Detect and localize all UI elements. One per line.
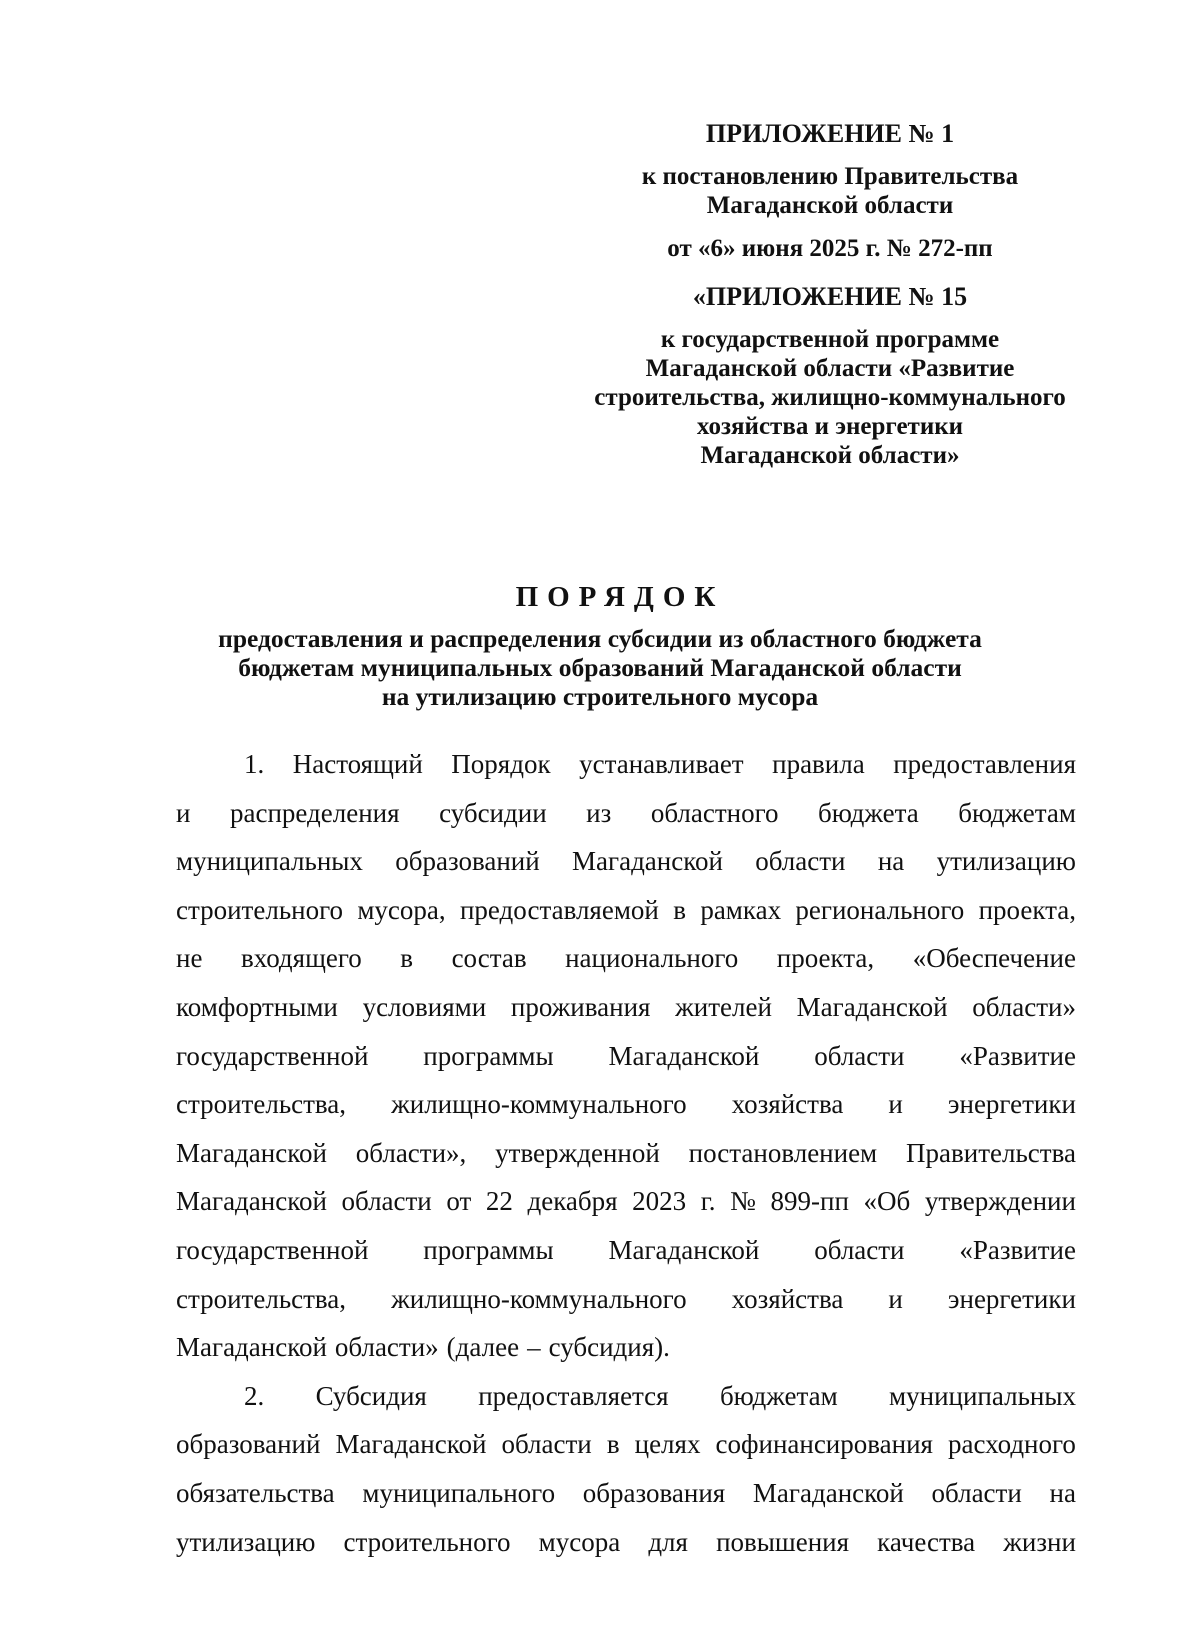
body-line: комфортными условиями проживания жителей Магаданской области» xyxy=(176,991,1076,1022)
body-line: строительства, жилищно-коммунального хозяйства и энергетики xyxy=(176,1283,1076,1314)
order-subtitle xyxy=(150,624,1050,711)
body-line: 1. Настоящий Порядок устанавливает правила предоставления xyxy=(244,749,1076,779)
appendix-15-block xyxy=(560,282,1100,470)
body-line: и распределения субсидии из областного бюджета бюджетам xyxy=(176,797,1076,828)
body-line: государственной программы Магаданской области «Развитие xyxy=(176,1234,1076,1265)
order-subtitle-line: на утилизацию строительного мусора xyxy=(381,682,819,711)
body-line: Магаданской области от 22 декабря 2023 г. № 899-пп «Об утверждении xyxy=(176,1186,1076,1217)
body-line: обязательства муниципального образования Магаданской области на xyxy=(176,1477,1076,1508)
order-subtitle-line: предоставления и распределения субсидии из областного бюджета xyxy=(218,624,982,653)
paragraph-2 xyxy=(176,1372,1076,1566)
appendix-15-line: строительства, жилищно-коммунального xyxy=(594,384,1066,411)
appendix-1-block xyxy=(560,119,1100,263)
appendix-1-title: ПРИЛОЖЕНИЕ № 1 xyxy=(705,119,955,148)
body-line: 2. Субсидия предоставляется бюджетам муниципальных xyxy=(244,1380,1076,1411)
body-line: строительного мусора, предоставляемой в рамках регионального проекта, xyxy=(176,894,1076,925)
appendix-15-line: к государственной программе xyxy=(660,326,1000,353)
body-line: Магаданской области», утвержденной постановлением Правительства xyxy=(176,1137,1076,1168)
body-line: утилизацию строительного мусора для повышения качества жизни xyxy=(176,1526,1076,1557)
body-text xyxy=(176,740,1076,1566)
body-line: строительства, жилищно-коммунального хозяйства и энергетики xyxy=(176,1089,1076,1120)
order-title: ПОРЯДОК xyxy=(515,581,725,613)
order-subtitle-line: бюджетам муниципальных образований Магаданской области xyxy=(238,653,962,682)
appendix-1-line-2: Магаданской области xyxy=(706,192,954,219)
paragraph-1 xyxy=(176,740,1076,1372)
appendix-1-line-1: к постановлению Правительства xyxy=(641,163,1019,190)
appendix-15-title: «ПРИЛОЖЕНИЕ № 15 xyxy=(692,282,968,311)
body-line: образований Магаданской области в целях софинансирования расходного xyxy=(176,1429,1076,1460)
body-line: муниципальных образований Магаданской области на утилизацию xyxy=(176,846,1076,877)
appendix-1-date: от «6» июня 2025 г. № 272-пп xyxy=(667,235,993,262)
body-line: государственной программы Магаданской области «Развитие xyxy=(176,1040,1076,1071)
appendix-15-line: Магаданской области» xyxy=(700,442,960,469)
appendix-15-line: хозяйства и энергетики xyxy=(696,413,964,440)
body-line: Магаданской области» (далее – субсидия). xyxy=(176,1332,670,1363)
appendix-15-line: Магаданской области «Развитие xyxy=(645,355,1015,382)
body-line: не входящего в состав национального проекта, «Обеспечение xyxy=(176,943,1076,974)
